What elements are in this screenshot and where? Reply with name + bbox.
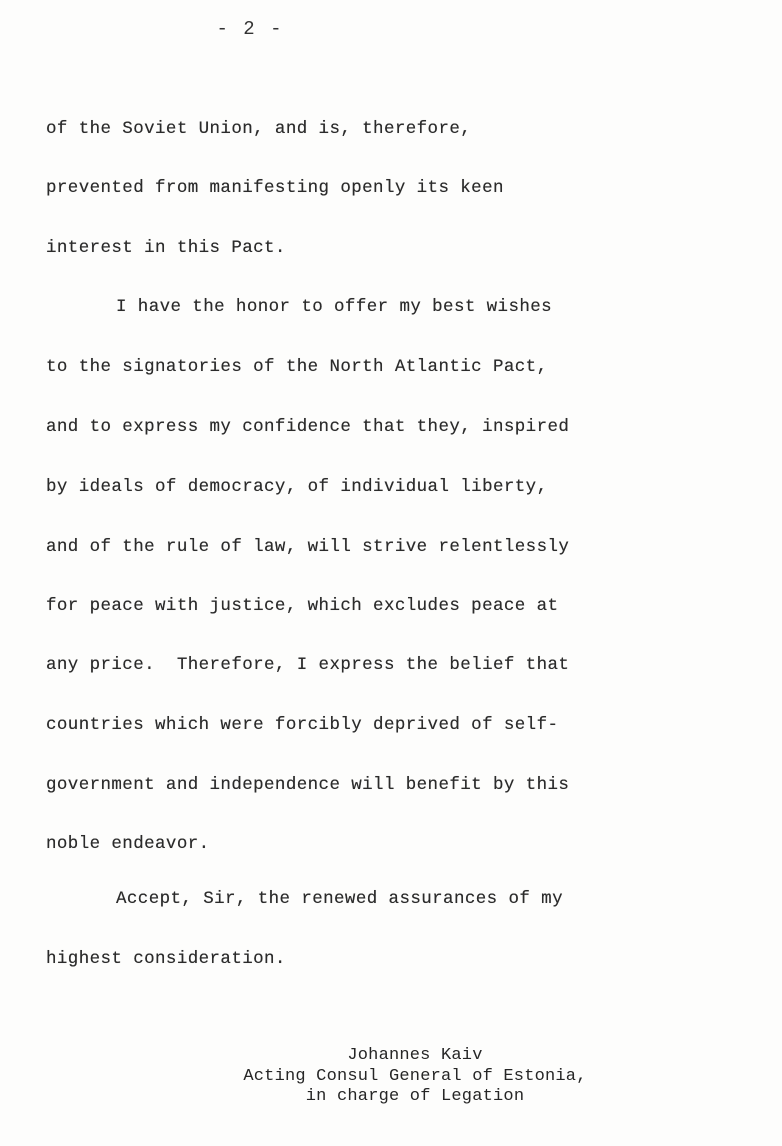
body-line: prevented from manifesting openly its keen (46, 178, 504, 198)
body-line: any price. Therefore, I express the belief that (46, 655, 570, 675)
body-line: of the Soviet Union, and is, therefore, (46, 119, 472, 139)
signature-title: Acting Consul General of Estonia, (243, 1067, 587, 1086)
body-line: and to express my confidence that they, inspired (46, 417, 570, 437)
body-line: noble endeavor. (46, 834, 210, 854)
body-line: government and independence will benefit by this (46, 775, 570, 795)
signature-role: in charge of Legation (305, 1087, 525, 1106)
closing-line: Accept, Sir, the renewed assurances of my (116, 889, 563, 909)
closing-line: highest consideration. (46, 949, 286, 969)
page-number: - 2 - (216, 18, 284, 40)
body-line: interest in this Pact. (46, 238, 286, 258)
body-line: by ideals of democracy, of individual liberty, (46, 477, 548, 497)
paragraph-start-line: I have the honor to offer my best wishes (116, 297, 553, 317)
body-line: to the signatories of the North Atlantic Pact, (46, 357, 548, 377)
body-line: for peace with justice, which excludes peace at (46, 596, 559, 616)
body-line: countries which were forcibly deprived of self- (46, 715, 559, 735)
body-line: and of the rule of law, will strive relentlessly (46, 537, 570, 557)
signature-name: Johannes Kaiv (347, 1046, 483, 1065)
